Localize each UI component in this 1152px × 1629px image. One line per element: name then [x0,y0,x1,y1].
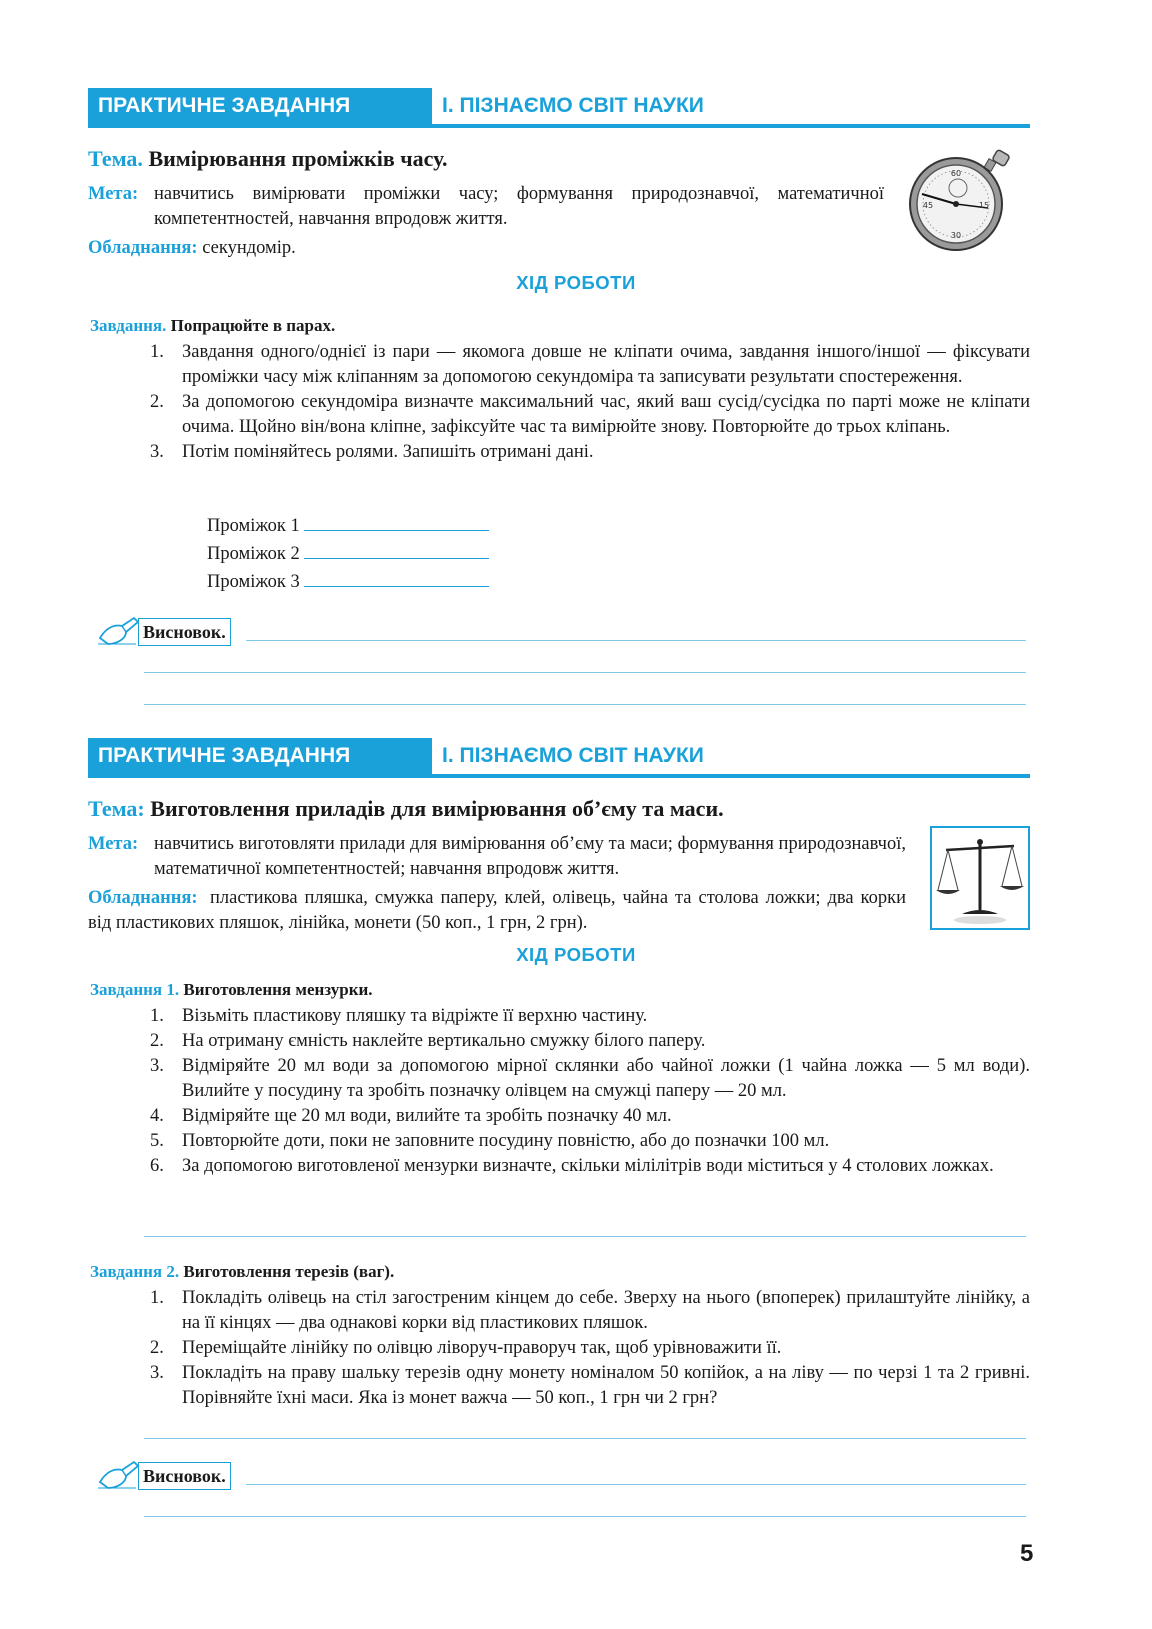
interval-1-field[interactable] [304,514,489,531]
scales-icon [930,826,1030,930]
answer-line[interactable] [144,1236,1026,1237]
task-label: Завдання. [90,316,167,335]
interval-row: Проміжок 2 [207,542,489,567]
conclusion-line[interactable] [246,640,1026,641]
section2-topic [88,796,724,822]
stopwatch-icon [900,146,1020,256]
list-item: 2. За допомогою секундоміра визначте максимальний час, який ваш сусід/сусідка по парті може не кліпати очима. Щойно він/вона кліпне, зафіксуйте час та вимірюйте знову. Повторюйте до трьох кліпань. [150,392,1030,437]
equipment-label: Обладнання: [88,238,198,258]
conclusion-line[interactable] [144,704,1026,705]
task-label: Завдання 1. [90,980,180,999]
svg-text:30: 30 [950,231,962,240]
section2-progress-heading: ХІД РОБОТИ [516,944,636,965]
list-item: 6. За допомогою виготовленої мензурки визначте, скільки мілілітрів води міститься у 4 столових ложках. [150,1156,994,1176]
writing-hand-icon [96,1458,140,1492]
list-item: 4. Відміряйте ще 20 мл води, вилийте та зробіть позначку 40 мл. [150,1106,672,1126]
section2-task2-heading [90,1260,394,1284]
section1-task-heading [90,314,335,338]
banner-left-label: ПРАКТИЧНЕ ЗАВДАННЯ [88,88,432,124]
banner-left-label: ПРАКТИЧНЕ ЗАВДАННЯ [88,738,432,774]
banner-right-label: І. ПІЗНАЄМО СВІТ НАУКИ [442,94,704,117]
section2-task1-steps [150,1004,1030,1179]
topic-text: Виготовлення приладів для вимірювання об’єму та маси. [150,796,724,821]
conclusion-line[interactable] [144,672,1026,673]
page-number: 5 [1020,1540,1034,1567]
section2-task1-heading [90,978,373,1002]
conclusion-label: Висновок. [138,1462,231,1490]
section2-banner [88,738,1030,778]
interval-2-field[interactable] [304,542,489,559]
section1-topic [88,146,447,172]
list-item: 3. Потім поміняйтесь ролями. Запишіть отримані дані. [150,442,594,462]
list-item: 1. Завдання одного/однієї із пари — якомога довше не кліпати очима, завдання іншого/іншої — фіксувати проміжки часу між кліпанням за допомогою секундоміра та записувати результати спостереження. [150,342,1030,387]
topic-label: Тема. [88,146,143,171]
answer-line[interactable] [144,1438,1026,1439]
section1-steps [150,340,1030,465]
conclusion-line[interactable] [246,1484,1026,1485]
section1-goal [88,182,888,234]
topic-label: Тема: [88,796,145,821]
task-title: Попрацюйте в парах. [170,316,336,335]
conclusion-label: Висновок. [138,618,231,646]
conclusion-line[interactable] [144,1516,1026,1517]
section1-progress-heading: ХІД РОБОТИ [516,272,636,293]
list-item: 3. Покладіть на праву шальку терезів одну монету номіналом 50 копійок, а на ліву — по черзі 1 та 2 гривні. Порівняйте їхні маси. Яка із монет важча — 50 коп., 1 грн чи 2 грн? [150,1363,1030,1408]
banner-right-label: І. ПІЗНАЄМО СВІТ НАУКИ [442,744,704,767]
svg-text:45: 45 [922,201,934,210]
svg-text:60: 60 [950,169,962,178]
equipment-text: секундомір. [202,238,296,258]
list-item: 2. На отриману ємність наклейте вертикально смужку білого паперу. [150,1031,706,1051]
section2-task2-steps [150,1286,1030,1411]
section2-equipment [88,886,908,938]
task-title: Виготовлення мензурки. [183,980,373,999]
goal-label: Мета: [88,834,139,854]
writing-hand-icon [96,614,140,648]
section1-equipment [88,236,296,261]
list-item: 5. Повторюйте доти, поки не заповните посудину повністю, або до позначки 100 мл. [150,1131,830,1151]
goal-label: Мета: [88,184,139,204]
banner-rule [88,124,1030,128]
topic-text: Вимірювання проміжків часу. [148,146,448,171]
equipment-text: пластикова пляшка, смужка паперу, клей, олівець, чайна та столова ложки; два корки від пластикових пляшок, лінійка, монети (50 коп., 1 грн, 2 грн). [88,888,906,933]
list-item: 3. Відміряйте 20 мл води за допомогою мірної склянки або чайної ложки (1 чайна ложка — 5 мл води). Вилийте у посудину та зробіть позначку олівцем на смужці паперу — 20 мл. [150,1056,1030,1101]
interval-row: Проміжок 1 [207,514,489,539]
equipment-label: Обладнання: [88,888,198,908]
section2-goal [88,832,908,884]
list-item: 1. Візьміть пластикову пляшку та відріжте її верхню частину. [150,1006,648,1026]
list-item: 2. Переміщайте лінійку по олівцю ліворуч-праворуч так, щоб урівноважити її. [150,1338,782,1358]
svg-text:15: 15 [978,201,990,210]
section1-banner [88,88,1030,128]
goal-text: навчитись виготовляти прилади для вимірювання об’єму та маси; формування природознавчої, математичної компетентностей; навчання впродовж життя. [154,834,906,879]
task-label: Завдання 2. [90,1262,180,1281]
goal-text: навчитись вимірювати проміжки часу; формування природознавчої, математичної компетентностей, навчання впродовж життя. [154,184,884,229]
interval-row: Проміжок 3 [207,570,489,595]
task-title: Виготовлення терезів (ваг). [183,1262,395,1281]
interval-3-field[interactable] [304,570,489,587]
list-item: 1. Покладіть олівець на стіл загостреним кінцем до себе. Зверху на нього (впоперек) прилаштуйте лінійку, а на її кінцях — два однакові корки від пластикових пляшок. [150,1288,1030,1333]
banner-rule [88,774,1030,778]
